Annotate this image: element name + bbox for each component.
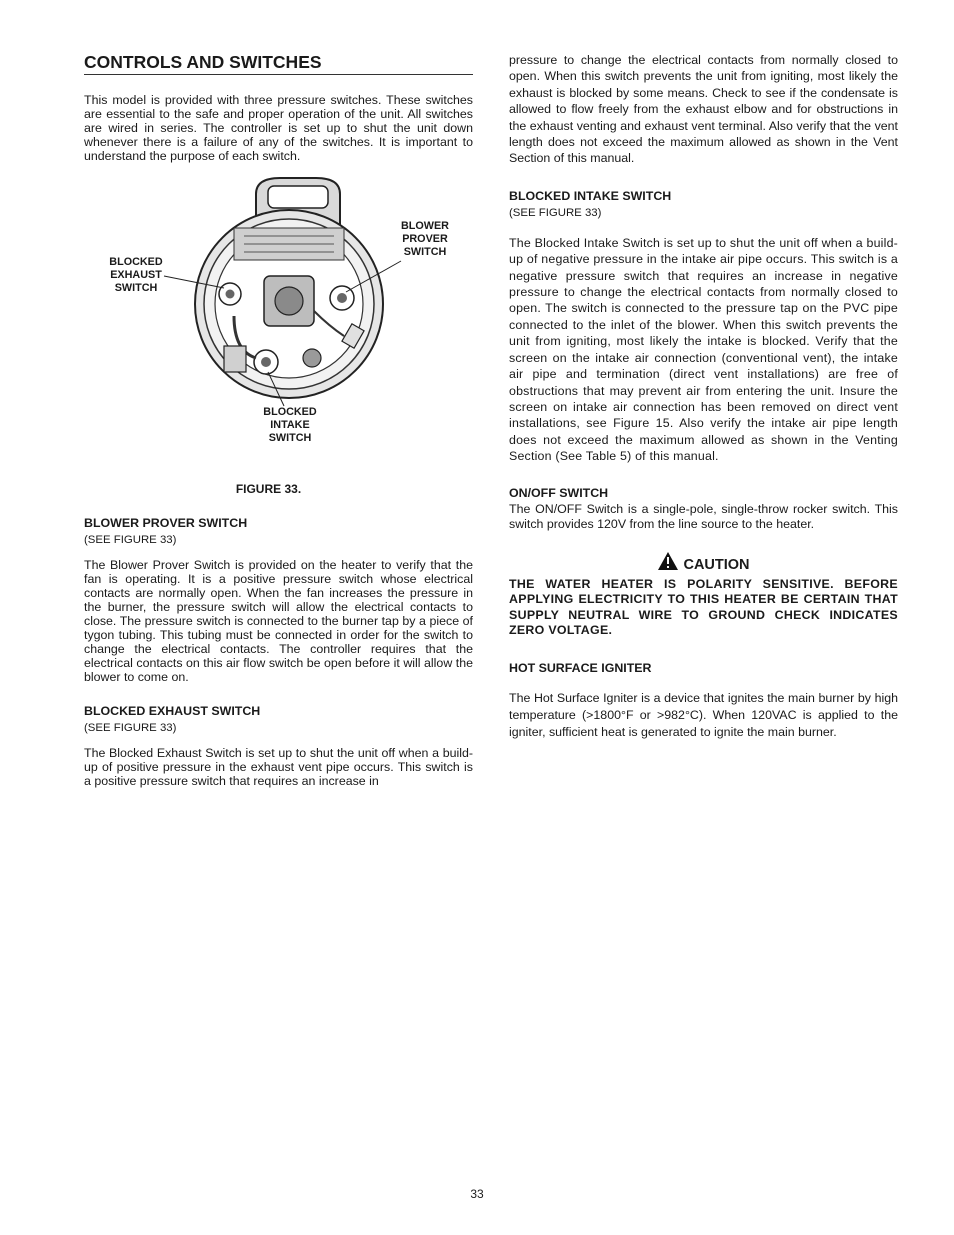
- onoff-body: The ON/OFF Switch is a single-pole, single-throw rocker switch. This switch provides 120V from the line source to the heater.: [509, 501, 898, 532]
- warning-triangle-icon: [657, 551, 679, 577]
- hot-surface-igniter-body: The Hot Surface Igniter is a device that ignites the main burner by high temperature (>1800°F or >982°C). When 120VAC is applied to the igniter, sufficient heat is generated to ignite the main burner.: [509, 690, 898, 739]
- caution-body: THE WATER HEATER IS POLARITY SENSITIVE. BEFORE APPLYING ELECTRICITY TO THIS HEATER BE CERTAIN THAT SUPPLY NEUTRAL WIRE TO GROUND CHECK INDICATES ZERO VOLTAGE.: [509, 576, 898, 638]
- label-blocked-intake-switch: BLOCKED INTAKE SWITCH: [263, 406, 317, 444]
- page-number: 33: [470, 1187, 484, 1201]
- page-title: CONTROLS AND SWITCHES: [84, 52, 473, 75]
- figure-caption: FIGURE 33.: [235, 482, 302, 496]
- blower-prover-ref: (SEE FIGURE 33): [84, 534, 177, 546]
- caution-heading: [509, 551, 898, 577]
- blocked-exhaust-body: The Blocked Exhaust Switch is set up to shut the unit off when a build-up of positive pressure in the exhaust vent pipe occurs. This switch is a positive pressure switch that requires an increase in: [84, 746, 473, 788]
- left-column: [84, 52, 473, 788]
- intro-paragraph: This model is provided with three pressure switches. These switches are essential to the safe and proper operation of the unit. All switches are wired in series. The controller is set up to shut the unit down whenever there is a failure of any of the switches. It is important to understand the purpose of each switch.: [84, 93, 473, 163]
- blower-prover-body: The Blower Prover Switch is provided on the heater to verify that the fan is operating. It is a positive pressure switch whose electrical contacts are normally open. When the fan increases the pressure in the burner, the pressure switch will allow the electrical contacts to close. The pressure switch is connected to the burner tap by a piece of tygon tubing. This tubing must be connected in order for the switch to change the electrical contacts. The controller requires that the electrical contacts on this air flow switch be open before it will allow the blower to come on.: [84, 558, 473, 684]
- blocked-intake-heading: BLOCKED INTAKE SWITCH: [509, 188, 672, 203]
- blocked-exhaust-heading: BLOCKED EXHAUST SWITCH: [84, 704, 261, 718]
- caution-label: CAUTION: [683, 556, 750, 573]
- onoff-heading: ON/OFF SWITCH: [509, 485, 609, 500]
- right-column: [509, 52, 898, 741]
- blocked-intake-body: The Blocked Intake Switch is set up to shut the unit off when a build-up of negative pressure in the intake air pipe occurs. This switch is a negative pressure switch that requires an increase in negative pressure to change the electrical contacts from normally closed to open. The switch is connected to the pressure tap on the PVC pipe connected to the inlet of the blower. When this switch prevents the unit from igniting, most likely the intake is blocked. Verify that the screen on the intake air connection (conventional vent), the intake air pipe and termination (direct vent installations) are free of obstructions that may prevent air from entering the unit. Insure the screen on intake air connection has been removed on direct vent installations, see Figure 15. Also verify the intake air pipe length does not exceed the maximum allowed as shown in the Venting Section (See Table 5) of this manual.: [509, 235, 898, 464]
- label-blocked-exhaust-switch: BLOCKED EXHAUST SWITCH: [109, 256, 163, 294]
- blocked-intake-ref: (SEE FIGURE 33): [509, 206, 602, 219]
- hot-surface-igniter-heading: HOT SURFACE IGNITER: [509, 660, 652, 675]
- blocked-exhaust-ref: (SEE FIGURE 33): [84, 722, 177, 734]
- label-blower-prover-switch: BLOWER PROVER SWITCH: [401, 220, 449, 258]
- exhaust-continued-paragraph: pressure to change the electrical contacts from normally closed to open. When this switch prevents the unit from igniting, most likely the exhaust is blocked by some means. Check to see if the condensate is allowed to flow freely from the exhaust elbow and for obstructions in the exhaust venting and exhaust vent terminal. Also verify that the vent length does not exceed the maximum allowed as shown in the Vent Section of this manual.: [509, 53, 898, 166]
- figure-33: [84, 176, 473, 476]
- blower-prover-heading: BLOWER PROVER SWITCH: [84, 516, 248, 530]
